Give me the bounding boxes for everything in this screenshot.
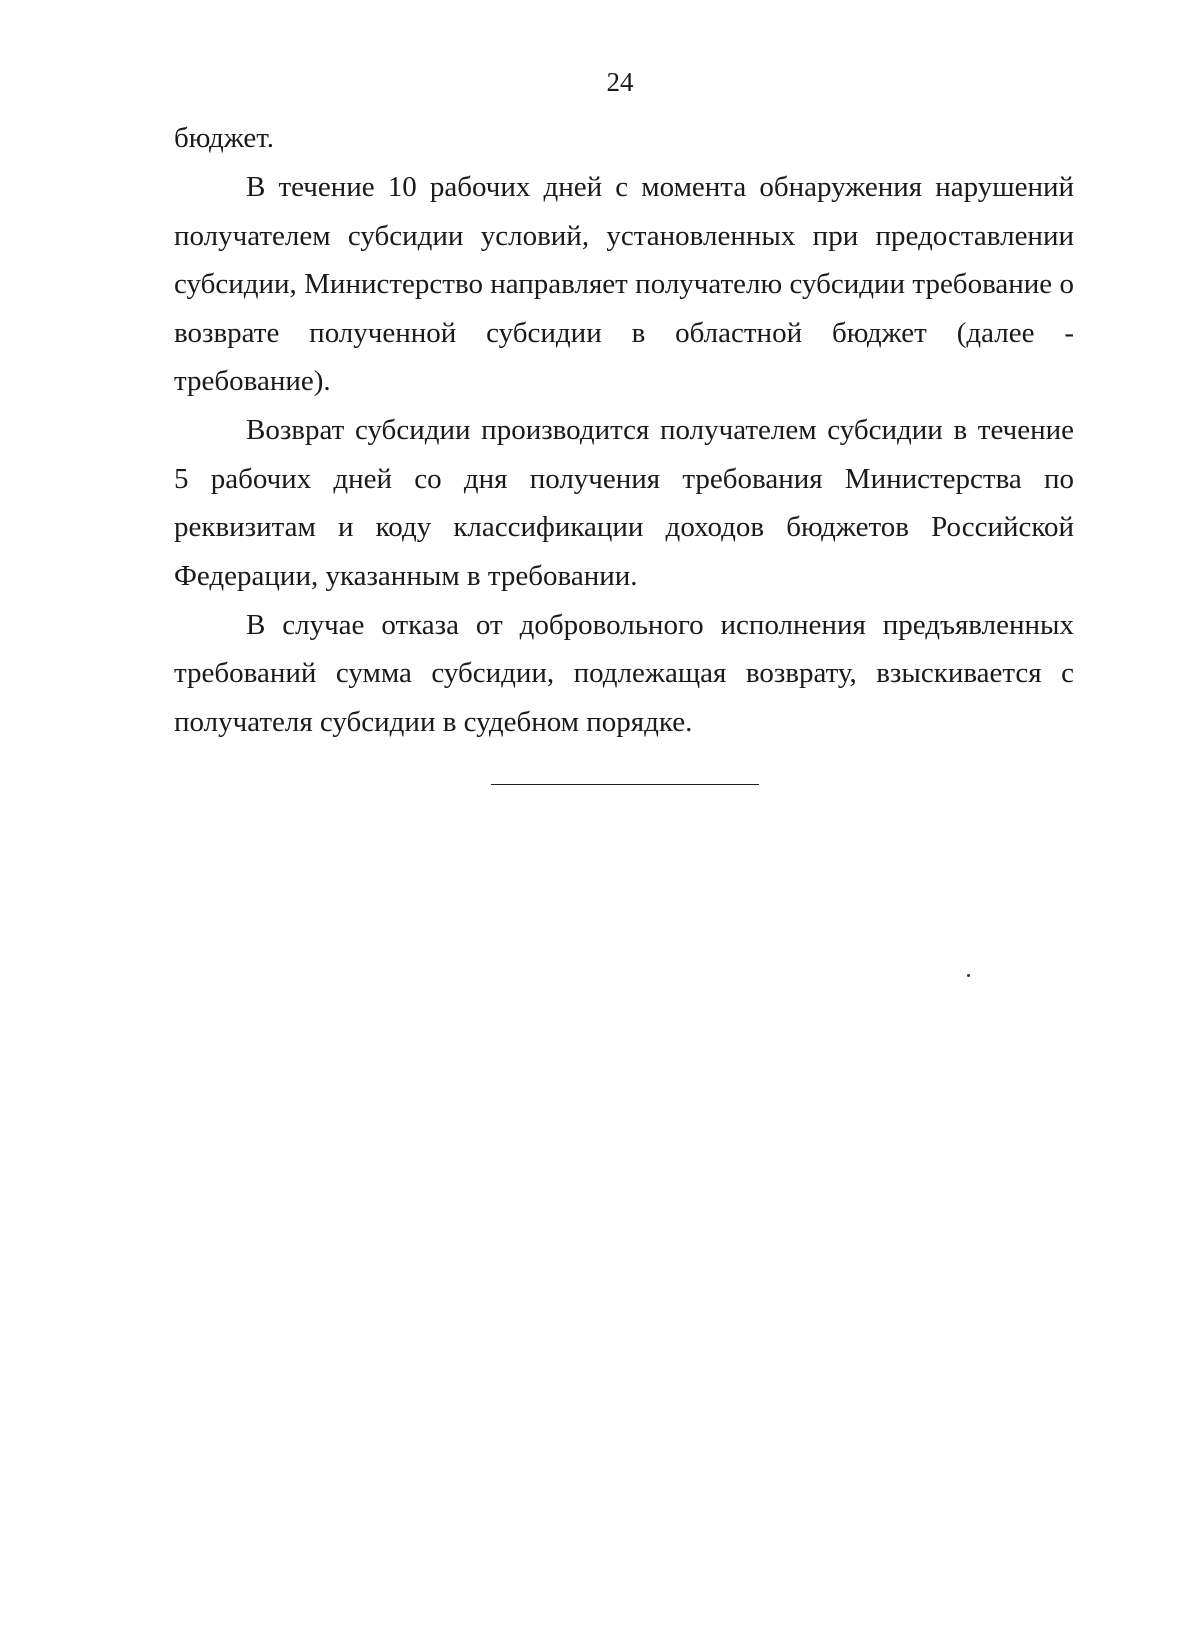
end-of-document-rule bbox=[491, 784, 759, 785]
scan-speck bbox=[967, 974, 970, 977]
paragraph-violation-notice: В течение 10 рабочих дней с момента обнаружения нарушений получателем субсидии условий, установленных при предоставлении субсидии, Министерство направляет получателю субсидии требование о возврате полученной субсидии в областной бюджет (далее - требование). bbox=[174, 171, 1074, 398]
body-text bbox=[174, 114, 1074, 746]
paragraph-continuation: бюджет. bbox=[174, 122, 274, 154]
paragraph-subsidy-return: Возврат субсидии производится получателем субсидии в течение 5 рабочих дней со дня получения требования Министерства по реквизитам и коду классификации доходов бюджетов Российской Федерации, указанным в требовании. bbox=[174, 414, 1074, 592]
page-number: 24 bbox=[606, 67, 634, 97]
paragraph-court-recovery: В случае отказа от добровольного исполнения предъявленных требований сумма субсидии, подлежащая возврату, взыскивается с получателя субсидии в судебном порядке. bbox=[174, 609, 1074, 738]
